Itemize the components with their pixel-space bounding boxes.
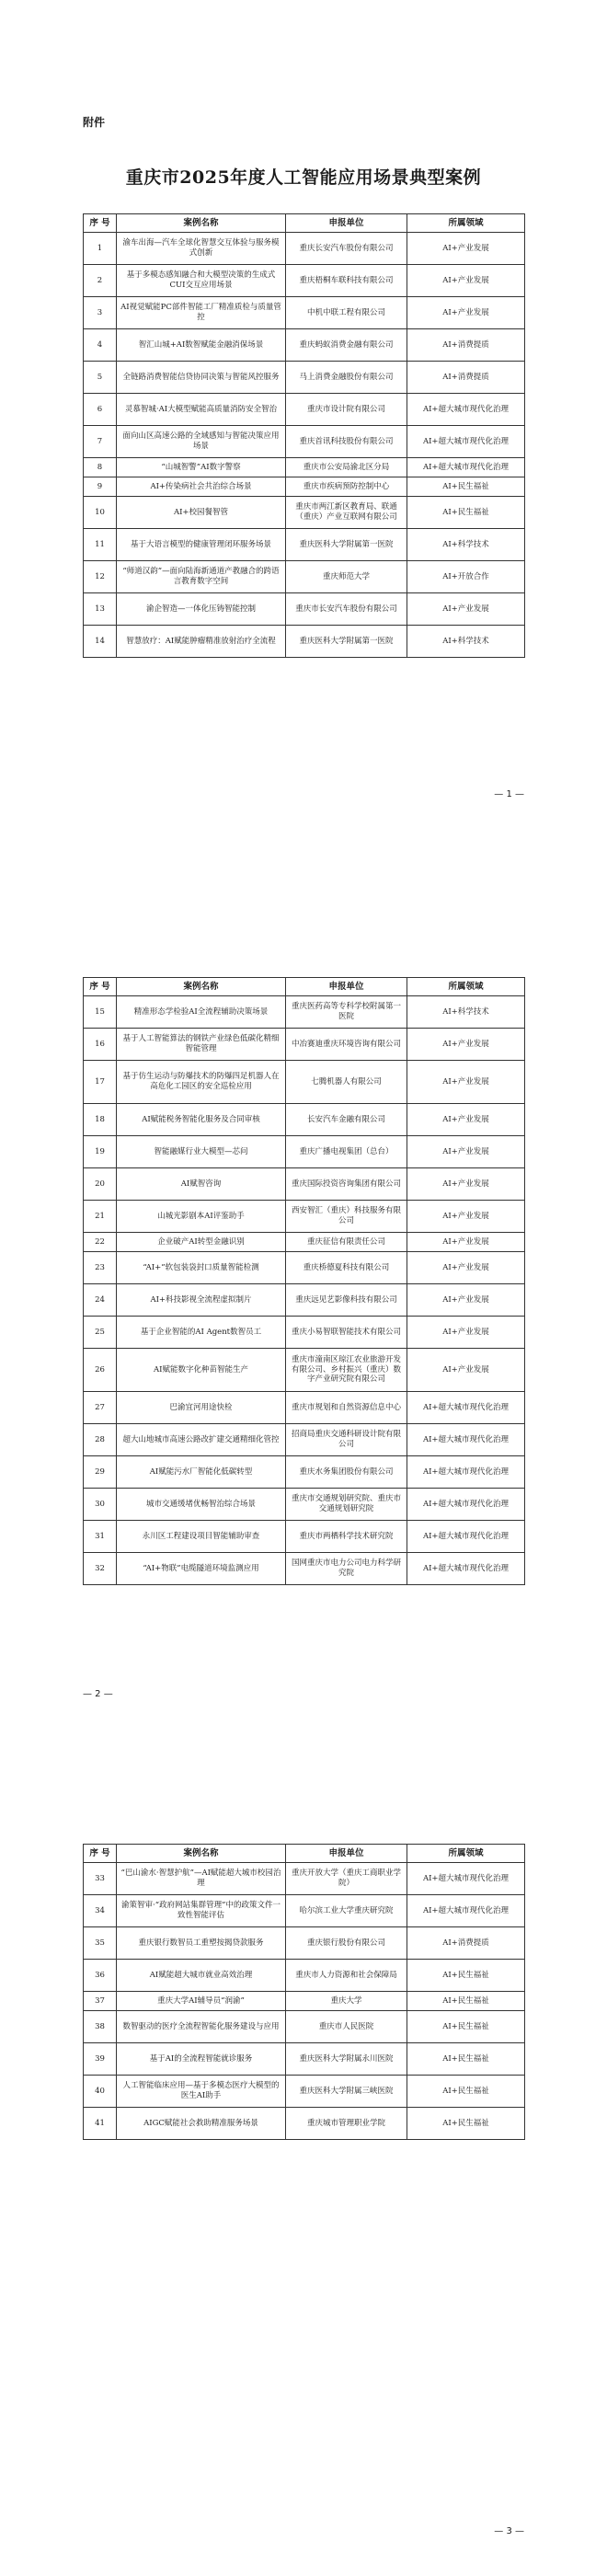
table-row (84, 593, 525, 626)
cell-field: AI+民生福祉 (407, 2043, 525, 2076)
cell-name: AI赋能数字化种苗智能生产 (117, 1349, 286, 1392)
cell-no: 16 (84, 1029, 117, 1061)
cell-unit: 重庆长安汽车股份有限公司 (286, 233, 407, 265)
cell-name: 城市交通缓堵优畅智治综合场景 (117, 1489, 286, 1521)
cell-field: AI+产业发展 (407, 1252, 525, 1284)
cell-name: AI视觉赋能PC部件智能工厂精准质检与质量管控 (117, 297, 286, 329)
table-row (84, 1863, 525, 1895)
cell-name: 智能融媒行业大模型—芯问 (117, 1136, 286, 1168)
attachment-label: 附件 (83, 116, 106, 129)
cell-no: 6 (84, 394, 117, 426)
header-no: 序 号 (84, 978, 117, 996)
cell-no: 8 (84, 458, 117, 477)
cell-no: 1 (84, 233, 117, 265)
cell-name: 重庆银行数智员工重塑按揭贷款服务 (117, 1927, 286, 1960)
table-row (84, 329, 525, 362)
cell-no: 10 (84, 497, 117, 529)
cell-unit: 哈尔滨工业大学重庆研究院 (286, 1895, 407, 1927)
cell-no: 24 (84, 1284, 117, 1317)
cell-no: 28 (84, 1424, 117, 1456)
cell-name: 智慧放疗：AI赋能肿瘤精准放射治疗全流程 (117, 626, 286, 658)
cell-field: AI+产业发展 (407, 1349, 525, 1392)
header-name: 案例名称 (117, 978, 286, 996)
table-row (84, 458, 525, 477)
table-body (84, 1863, 525, 2140)
cell-name: 基于人工智能算法的钢铁产业绿色低碳化精细智能管理 (117, 1029, 286, 1061)
cell-unit: 重庆师范大学 (286, 561, 407, 593)
table-header-row (84, 214, 525, 233)
table-row (84, 1992, 525, 2011)
cell-no: 26 (84, 1349, 117, 1392)
cell-no: 23 (84, 1252, 117, 1284)
case-table-page-3 (83, 1844, 525, 2140)
cell-unit: 重庆桥德夏科技有限公司 (286, 1252, 407, 1284)
table-row (84, 477, 525, 497)
cell-unit: 重庆市人民医院 (286, 2011, 407, 2043)
cell-unit: 马上消费金融股份有限公司 (286, 362, 407, 394)
table-row (84, 2043, 525, 2076)
table-row (84, 1104, 525, 1136)
table-row (84, 1136, 525, 1168)
table-row (84, 561, 525, 593)
cell-no: 29 (84, 1456, 117, 1489)
table-row (84, 1349, 525, 1392)
table-row (84, 626, 525, 658)
cell-field: AI+民生福祉 (407, 1960, 525, 1992)
cell-name: 重庆大学AI辅导员“润渝” (117, 1992, 286, 2011)
cell-name: “山城智警”AI数字警察 (117, 458, 286, 477)
cell-unit: 重庆首讯科技股份有限公司 (286, 426, 407, 458)
cell-field: AI+民生福祉 (407, 2108, 525, 2140)
table-row (84, 1317, 525, 1349)
table-row (84, 1392, 525, 1424)
cell-unit: 重庆城市管理职业学院 (286, 2108, 407, 2140)
cell-no: 9 (84, 477, 117, 497)
table-row (84, 2011, 525, 2043)
cell-no: 13 (84, 593, 117, 626)
cell-field: AI+民生福祉 (407, 497, 525, 529)
table-body (84, 996, 525, 1585)
table-row (84, 1168, 525, 1201)
cell-no: 38 (84, 2011, 117, 2043)
cell-field: AI+产业发展 (407, 233, 525, 265)
table-row (84, 529, 525, 561)
table-row (84, 233, 525, 265)
table-row (84, 1489, 525, 1521)
cell-field: AI+产业发展 (407, 1317, 525, 1349)
cell-field: AI+超大城市现代化治理 (407, 1553, 525, 1585)
table-header-row (84, 1845, 525, 1863)
cell-unit: 重庆医科大学附属第一医院 (286, 626, 407, 658)
cell-unit: 重庆医科大学附属三峡医院 (286, 2076, 407, 2108)
table-row (84, 1553, 525, 1585)
cell-name: 智汇山城+AI数智赋能金融消保场景 (117, 329, 286, 362)
cell-name: AI+科技影视全流程虚拟制片 (117, 1284, 286, 1317)
cell-unit: 重庆广播电视集团（总台） (286, 1136, 407, 1168)
cell-no: 25 (84, 1317, 117, 1349)
cell-no: 12 (84, 561, 117, 593)
cell-field: AI+产业发展 (407, 297, 525, 329)
cell-name: 基于多模态感知融合和大模型决策的生成式CUI交互应用场景 (117, 265, 286, 297)
cell-unit: 重庆医药高等专科学校附属第一医院 (286, 996, 407, 1029)
cell-name: 灵慕智城·AI大模型赋能高质量消防安全智治 (117, 394, 286, 426)
cell-no: 3 (84, 297, 117, 329)
cell-unit: 中机中联工程有限公司 (286, 297, 407, 329)
cell-no: 5 (84, 362, 117, 394)
table-row (84, 1456, 525, 1489)
cell-name: 人工智能临床应用—基于多模态医疗大模型的医生AI助手 (117, 2076, 286, 2108)
cell-name: “AI+物联”电缆隧道环境监测应用 (117, 1553, 286, 1585)
cell-unit: 重庆国际投资咨询集团有限公司 (286, 1168, 407, 1201)
page-number: — 1 — (494, 789, 524, 799)
cell-field: AI+超大城市现代化治理 (407, 1392, 525, 1424)
cell-name: 山城光影剧本AI评鉴助手 (117, 1201, 286, 1233)
cell-field: AI+科学技术 (407, 996, 525, 1029)
table-row (84, 1201, 525, 1233)
cell-unit: 中冶赛迪重庆环境咨询有限公司 (286, 1029, 407, 1061)
header-field: 所属领域 (407, 978, 525, 996)
cell-no: 20 (84, 1168, 117, 1201)
cell-unit: 重庆市规划和自然资源信息中心 (286, 1392, 407, 1424)
page-number: — 2 — (83, 1689, 113, 1699)
table-row (84, 996, 525, 1029)
cell-field: AI+产业发展 (407, 593, 525, 626)
cell-no: 36 (84, 1960, 117, 1992)
cell-no: 15 (84, 996, 117, 1029)
cell-unit: 重庆小易智联智能技术有限公司 (286, 1317, 407, 1349)
cell-unit: 重庆大学 (286, 1992, 407, 2011)
cell-unit: 重庆市长安汽车股份有限公司 (286, 593, 407, 626)
cell-field: AI+超大城市现代化治理 (407, 1895, 525, 1927)
cell-no: 7 (84, 426, 117, 458)
cell-field: AI+产业发展 (407, 1233, 525, 1252)
cell-unit: 重庆梧桐车联科技有限公司 (286, 265, 407, 297)
cell-no: 37 (84, 1992, 117, 2011)
cell-field: AI+产业发展 (407, 265, 525, 297)
cell-name: 超大山地城市高速公路改扩建交通精细化管控 (117, 1424, 286, 1456)
cell-name: 精准形态学检验AI全流程辅助决策场景 (117, 996, 286, 1029)
table-row (84, 2108, 525, 2140)
header-unit: 申报单位 (286, 1845, 407, 1863)
cell-unit: 重庆医科大学附属永川医院 (286, 2043, 407, 2076)
table-row (84, 1424, 525, 1456)
cell-name: 基于企业智能的AI Agent数智员工 (117, 1317, 286, 1349)
cell-unit: 西安智汇（重庆）科技服务有限公司 (286, 1201, 407, 1233)
cell-unit: 重庆市交通规划研究院、重庆市交通规划研究院 (286, 1489, 407, 1521)
table-row (84, 1927, 525, 1960)
cell-no: 17 (84, 1061, 117, 1104)
cell-no: 30 (84, 1489, 117, 1521)
table-row (84, 1895, 525, 1927)
cell-no: 19 (84, 1136, 117, 1168)
cell-field: AI+产业发展 (407, 1284, 525, 1317)
table-row (84, 394, 525, 426)
cell-no: 11 (84, 529, 117, 561)
cell-field: AI+产业发展 (407, 1104, 525, 1136)
cell-unit: 招商局重庆交通科研设计院有限公司 (286, 1424, 407, 1456)
cell-no: 31 (84, 1521, 117, 1553)
cell-field: AI+产业发展 (407, 1168, 525, 1201)
table-row (84, 1061, 525, 1104)
cell-name: AI赋能污水厂智能化低碳转型 (117, 1456, 286, 1489)
cell-unit: 重庆市潼南区琼江农业旅游开发有限公司、乡村振兴（重庆）数字产业研究院有限公司 (286, 1349, 407, 1392)
cell-unit: 国网重庆市电力公司电力科学研究院 (286, 1553, 407, 1585)
cell-field: AI+超大城市现代化治理 (407, 426, 525, 458)
header-unit: 申报单位 (286, 214, 407, 233)
cell-no: 39 (84, 2043, 117, 2076)
table-body (84, 233, 525, 658)
table-row (84, 265, 525, 297)
cell-name: 企业破产AI转型金融识别 (117, 1233, 286, 1252)
cell-name: 巴渝宜河用途快检 (117, 1392, 286, 1424)
table-row (84, 1233, 525, 1252)
document-title: 重庆市2025年度人工智能应用场景典型案例 (125, 167, 482, 188)
cell-field: AI+科学技术 (407, 626, 525, 658)
cell-name: 永川区工程建设项目智能辅助审查 (117, 1521, 286, 1553)
cell-field: AI+超大城市现代化治理 (407, 458, 525, 477)
table-row (84, 1252, 525, 1284)
cell-no: 32 (84, 1553, 117, 1585)
table-row (84, 362, 525, 394)
cell-field: AI+民生福祉 (407, 2011, 525, 2043)
cell-no: 27 (84, 1392, 117, 1424)
table-row (84, 2076, 525, 2108)
header-field: 所属领域 (407, 214, 525, 233)
cell-unit: 重庆水务集团股份有限公司 (286, 1456, 407, 1489)
cell-no: 4 (84, 329, 117, 362)
cell-no: 18 (84, 1104, 117, 1136)
cell-field: AI+开放合作 (407, 561, 525, 593)
cell-name: 数智驱动的医疗全流程智能化服务建设与应用 (117, 2011, 286, 2043)
header-no: 序 号 (84, 214, 117, 233)
header-name: 案例名称 (117, 214, 286, 233)
cell-name: AI+校园餐智管 (117, 497, 286, 529)
cell-name: 全链路消费智能信贷协同决策与智能风控服务 (117, 362, 286, 394)
cell-no: 14 (84, 626, 117, 658)
cell-no: 41 (84, 2108, 117, 2140)
cell-field: AI+超大城市现代化治理 (407, 1521, 525, 1553)
cell-field: AI+超大城市现代化治理 (407, 394, 525, 426)
cell-unit: 重庆市两江新区教育局、联通（重庆）产业互联网有限公司 (286, 497, 407, 529)
table-header-row (84, 978, 525, 996)
cell-name: 渝策智审·“政府网站集群管理”中的政策文件一致性智能评估 (117, 1895, 286, 1927)
cell-name: 渝车出海—汽车全球化智慧交互体验与服务模式创新 (117, 233, 286, 265)
cell-name: AI+传染病社会共治综合场景 (117, 477, 286, 497)
cell-unit: 重庆蚂蚁消费金融有限公司 (286, 329, 407, 362)
table-row (84, 497, 525, 529)
cell-field: AI+产业发展 (407, 1201, 525, 1233)
cell-no: 21 (84, 1201, 117, 1233)
cell-no: 33 (84, 1863, 117, 1895)
cell-name: AI赋智咨询 (117, 1168, 286, 1201)
cell-no: 2 (84, 265, 117, 297)
cell-name: 面向山区高速公路的全域感知与智能决策应用场景 (117, 426, 286, 458)
cell-name: 基于AI的全流程智能就诊服务 (117, 2043, 286, 2076)
table-row (84, 1960, 525, 1992)
header-unit: 申报单位 (286, 978, 407, 996)
cell-unit: 长安汽车金融有限公司 (286, 1104, 407, 1136)
cell-field: AI+民生福祉 (407, 477, 525, 497)
cell-unit: 重庆银行股份有限公司 (286, 1927, 407, 1960)
cell-no: 34 (84, 1895, 117, 1927)
header-name: 案例名称 (117, 1845, 286, 1863)
table-row (84, 1521, 525, 1553)
cell-field: AI+科学技术 (407, 529, 525, 561)
cell-field: AI+产业发展 (407, 1136, 525, 1168)
header-field: 所属领域 (407, 1845, 525, 1863)
cell-field: AI+消费提质 (407, 329, 525, 362)
cell-name: AI赋能超大城市就业高效治理 (117, 1960, 286, 1992)
cell-field: AI+产业发展 (407, 1061, 525, 1104)
cell-name: AI赋能税务智能化服务及合同审核 (117, 1104, 286, 1136)
cell-field: AI+民生福祉 (407, 1992, 525, 2011)
case-table-page-1 (83, 213, 525, 658)
cell-field: AI+超大城市现代化治理 (407, 1489, 525, 1521)
table-row (84, 297, 525, 329)
cell-name: “AI+”软包装袋封口质量智能检测 (117, 1252, 286, 1284)
cell-field: AI+民生福祉 (407, 2076, 525, 2108)
cell-unit: 重庆市设计院有限公司 (286, 394, 407, 426)
table-row (84, 1029, 525, 1061)
cell-unit: 七腾机器人有限公司 (286, 1061, 407, 1104)
cell-name: 基于仿生运动与防爆技术的防爆四足机器人在高危化工园区的安全巡检应用 (117, 1061, 286, 1104)
page-number: — 3 — (494, 2526, 524, 2536)
cell-no: 35 (84, 1927, 117, 1960)
cell-unit: 重庆开放大学（重庆工商职业学院） (286, 1863, 407, 1895)
cell-no: 22 (84, 1233, 117, 1252)
cell-unit: 重庆市疾病预防控制中心 (286, 477, 407, 497)
table-row (84, 1284, 525, 1317)
cell-field: AI+超大城市现代化治理 (407, 1456, 525, 1489)
cell-field: AI+消费提质 (407, 1927, 525, 1960)
cell-unit: 重庆市两栖科学技术研究院 (286, 1521, 407, 1553)
cell-name: AIGC赋能社会救助精准服务场景 (117, 2108, 286, 2140)
cell-unit: 重庆远见艺影像科技有限公司 (286, 1284, 407, 1317)
cell-field: AI+超大城市现代化治理 (407, 1863, 525, 1895)
cell-name: “巴山渝水·智慧护航”—AI赋能超大城市校园治理 (117, 1863, 286, 1895)
table-row (84, 426, 525, 458)
cell-unit: 重庆征信有限责任公司 (286, 1233, 407, 1252)
cell-no: 40 (84, 2076, 117, 2108)
cell-field: AI+超大城市现代化治理 (407, 1424, 525, 1456)
case-table-page-2 (83, 977, 525, 1585)
cell-name: “师道汉韵”—面向陆海新通道产教融合的跨语言教育数字空间 (117, 561, 286, 593)
cell-unit: 重庆医科大学附属第一医院 (286, 529, 407, 561)
header-no: 序 号 (84, 1845, 117, 1863)
cell-name: 基于大语言模型的健康管理闭环服务场景 (117, 529, 286, 561)
cell-unit: 重庆市公安局渝北区分局 (286, 458, 407, 477)
cell-name: 渝企智造—一体化压铸智能控制 (117, 593, 286, 626)
cell-field: AI+消费提质 (407, 362, 525, 394)
cell-field: AI+产业发展 (407, 1029, 525, 1061)
cell-unit: 重庆市人力资源和社会保障局 (286, 1960, 407, 1992)
